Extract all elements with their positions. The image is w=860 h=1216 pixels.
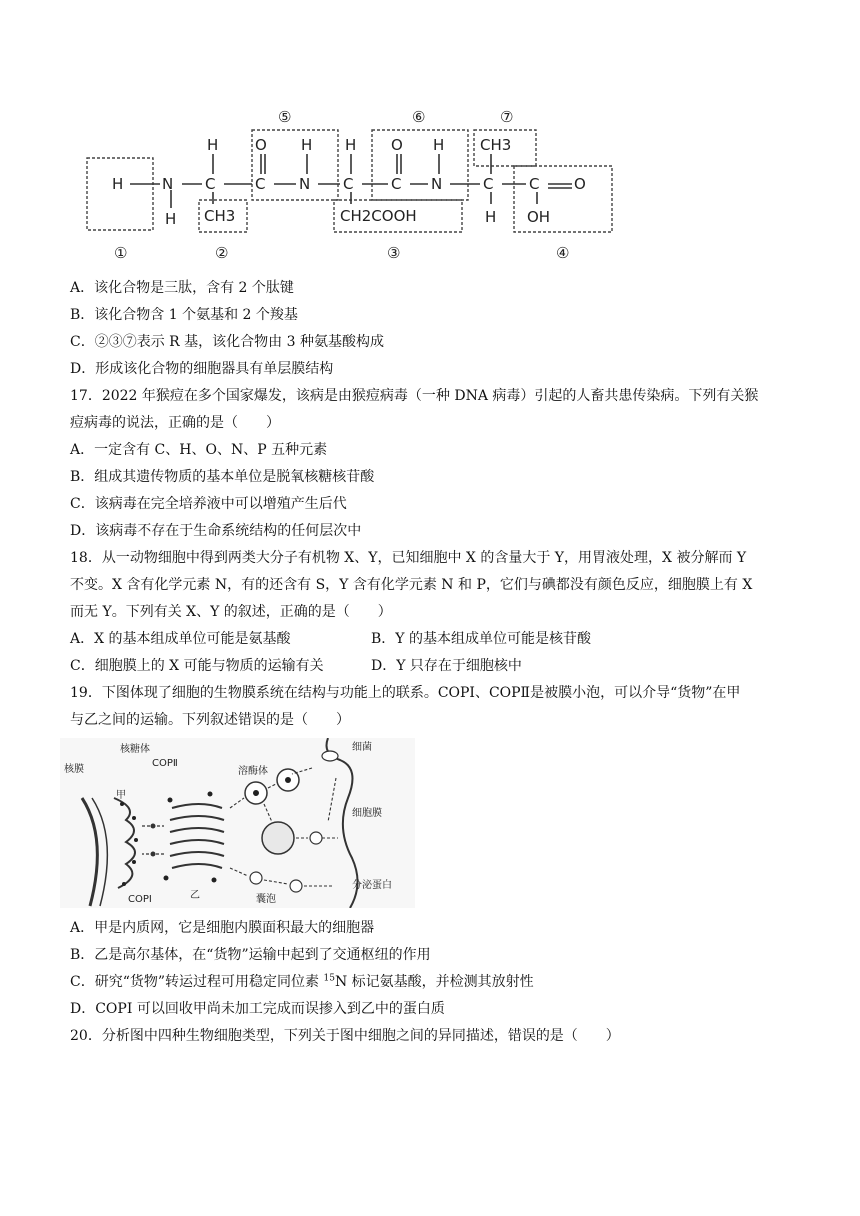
r-group-ch2cooh: CH2COOH: [340, 207, 417, 225]
q19-option-d: D．COPI 可以回收甲尚未加工完成而误掺入到乙中的蛋白质: [70, 1001, 445, 1017]
q17-stem-line-2: 痘病毒的说法，正确的是（ ）: [70, 415, 280, 431]
atom-o-2: O: [391, 136, 403, 154]
label-circled-3: ③: [387, 244, 401, 262]
atom-c-carbonyl-2: C: [391, 175, 402, 193]
q19-stem-line-2: 与乙之间的运输。下列叙述错误的是（ ）: [70, 712, 350, 728]
atom-h-amino-bottom: H: [165, 210, 177, 228]
q18-option-c: C．细胞膜上的 X 可能与物质的运输有关: [70, 658, 324, 674]
atom-c-carbonyl-1: C: [255, 175, 266, 193]
atom-c-alpha-2: C: [343, 175, 354, 193]
membrane-system-figure: [60, 738, 415, 908]
atom-n-1: N: [162, 175, 174, 193]
atom-c-alpha-1: C: [205, 175, 216, 193]
q18-option-a: A．X 的基本组成单位可能是氨基酸: [70, 631, 291, 647]
q18-stem-line-3: 而无 Y。下列有关 X、Y 的叙述，正确的是（ ）: [70, 604, 392, 620]
label-ribosome: 核糖体: [120, 744, 150, 755]
label-secretory-protein: 分泌蛋白: [352, 880, 392, 891]
q16-option-d: D．形成该化合物的细胞器具有单层膜结构: [70, 361, 334, 377]
atom-h-amino: H: [112, 175, 124, 193]
label-bacteria: 细菌: [352, 742, 372, 753]
label-circled-7: ⑦: [500, 108, 514, 126]
label-yi: 乙: [190, 890, 200, 901]
label-cell-membrane: 细胞膜: [352, 808, 382, 819]
q18-option-d: D．Y 只存在于细胞核中: [371, 658, 522, 674]
q19-option-c: [70, 972, 534, 992]
atom-o-1: O: [255, 136, 267, 154]
q18-stem-line-1: 18．从一动物细胞中得到两类大分子有机物 X、Y，已知细胞中 X 的含量大于 Y，用胃液处理，X 被分解而 Y: [70, 550, 747, 566]
label-circled-2: ②: [215, 244, 229, 262]
label-copi: COPⅠ: [128, 894, 152, 905]
atom-n-2: N: [299, 175, 311, 193]
label-circled-5: ⑤: [278, 108, 292, 126]
atom-c-carboxyl: C: [529, 175, 540, 193]
atom-o-carboxyl: O: [574, 175, 586, 193]
q19-option-a: A．甲是内质网，它是细胞内膜面积最大的细胞器: [70, 920, 375, 936]
q18-option-b: B．Y 的基本组成单位可能是核苷酸: [371, 631, 591, 647]
q17-stem-line-1: 17．2022 年猴痘在多个国家爆发，该病是由猴痘病毒（一种 DNA 病毒）引起的人畜共患传染病。下列有关猴: [70, 388, 759, 404]
r-group-ch3-2: CH3: [480, 136, 512, 154]
label-nuclear-membrane: 核膜: [64, 764, 84, 775]
label-circled-1: ①: [114, 244, 128, 262]
q17-option-b: B．组成其遗传物质的基本单位是脱氧核糖核苷酸: [70, 469, 375, 485]
r-group-ch3: CH3: [204, 207, 236, 225]
atom-h-5: H: [433, 136, 445, 154]
label-circled-6: ⑥: [412, 108, 426, 126]
atom-h-3: H: [301, 136, 313, 154]
q20-stem: 20．分析图中四种生物细胞类型，下列关于图中细胞之间的异同描述，错误的是（ ）: [70, 1028, 620, 1044]
atom-n-3: N: [431, 175, 443, 193]
q19-option-c-post: N 标记氨基酸，并检测其放射性: [334, 974, 534, 990]
q19-option-c-pre: C．研究“货物”转运过程可用稳定同位素: [70, 974, 324, 990]
atom-h-6: H: [485, 208, 497, 226]
peptide-structure-figure: [82, 100, 622, 265]
q16-option-b: B．该化合物含 1 个氨基和 2 个羧基: [70, 307, 298, 323]
q17-option-d: D．该病毒不存在于生命系统结构的任何层次中: [70, 523, 362, 539]
q16-option-a: A．该化合物是三肽，含有 2 个肽键: [70, 280, 294, 296]
q17-option-c: C．该病毒在完全培养液中可以增殖产生后代: [70, 496, 347, 512]
q19-option-b: B．乙是高尔基体，在“货物”运输中起到了交通枢纽的作用: [70, 947, 431, 963]
label-vesicle: 囊泡: [256, 894, 276, 905]
q17-option-a: A．一定含有 C、H、O、N、P 五种元素: [70, 442, 328, 458]
label-lysosome: 溶酶体: [238, 766, 268, 777]
q19-stem-line-1: 19．下图体现了细胞的生物膜系统在结构与功能上的联系。COPI、COPⅡ是被膜小泡，可以介导“货物”在甲: [70, 685, 741, 701]
label-jia: 甲: [116, 790, 126, 801]
label-circled-4: ④: [556, 244, 570, 262]
atom-h-2: H: [207, 136, 219, 154]
atom-c-alpha-3: C: [483, 175, 494, 193]
q18-option-row-1: [70, 629, 291, 649]
group-oh: OH: [527, 208, 551, 226]
q18-stem-line-2: 不变。X 含有化学元素 N，有的还含有 S，Y 含有化学元素 N 和 P，它们与碘都没有颜色反应，细胞膜上有 X: [70, 577, 753, 593]
atom-h-4: H: [345, 136, 357, 154]
q16-option-c: C．②③⑦表示 R 基，该化合物由 3 种氨基酸构成: [70, 334, 384, 350]
label-copii: COPⅡ: [152, 758, 178, 769]
q19-option-c-superscript: 15: [323, 973, 335, 984]
